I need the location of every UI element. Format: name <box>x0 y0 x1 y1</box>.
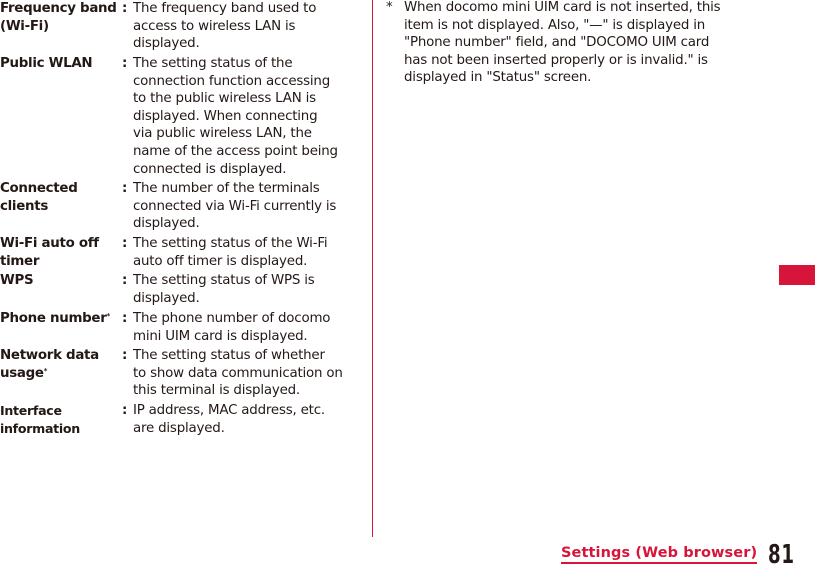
term: Public WLAN <box>0 56 93 71</box>
term-text: Phone number <box>0 311 107 326</box>
description: The setting status of the Wi-Fi auto off timer is displayed. <box>133 236 328 269</box>
term: Frequency band (Wi-Fi) <box>0 1 117 34</box>
footnote-mark: * <box>106 312 110 320</box>
footnote-mark: * <box>386 0 393 15</box>
colon: : <box>122 56 128 71</box>
description: IP address, MAC address, etc. are displayed. <box>133 403 325 436</box>
description: The setting status of WPS is displayed. <box>133 273 315 306</box>
term <box>0 310 120 328</box>
footnote-mark: * <box>43 366 48 375</box>
term-text: Network data usage <box>0 348 99 381</box>
description: The frequency band used to access to wireless LAN is displayed. <box>133 1 317 52</box>
colon: : <box>122 311 128 326</box>
colon: : <box>122 1 128 16</box>
section-link[interactable]: Settings (Web browser) <box>561 545 757 564</box>
colon: : <box>122 273 128 288</box>
chapter-index-tab <box>779 265 815 285</box>
page-number: 81 <box>768 540 795 570</box>
term: Wi-Fi auto off timer <box>0 236 99 269</box>
description: The setting status of whether to show data communication on this terminal is displayed. <box>133 348 343 399</box>
description: The phone number of docomo mini UIM card is displayed. <box>133 311 331 344</box>
colon: : <box>122 181 128 196</box>
description: The number of the terminals connected via Wi-Fi currently is displayed. <box>133 181 337 232</box>
term: Connected clients <box>0 181 78 214</box>
colon: : <box>122 348 128 363</box>
footnote-text: When docomo mini UIM card is not inserted, this item is not displayed. Also, "—" is displayed in "Phone number" field, and "DOCOMO UIM card has not been inserted properly or is invalid." is displayed in "Status" screen. <box>404 0 721 86</box>
description: The setting status of the connection function accessing to the public wireless LAN is displayed. When connecting via public wireless LAN, the name of the access point being connected is displayed. <box>133 56 338 177</box>
colon: : <box>122 236 128 251</box>
colon: : <box>122 403 128 418</box>
term: WPS <box>0 273 34 288</box>
term: Interface information <box>0 403 80 436</box>
term <box>0 347 120 382</box>
column-divider <box>372 0 373 537</box>
